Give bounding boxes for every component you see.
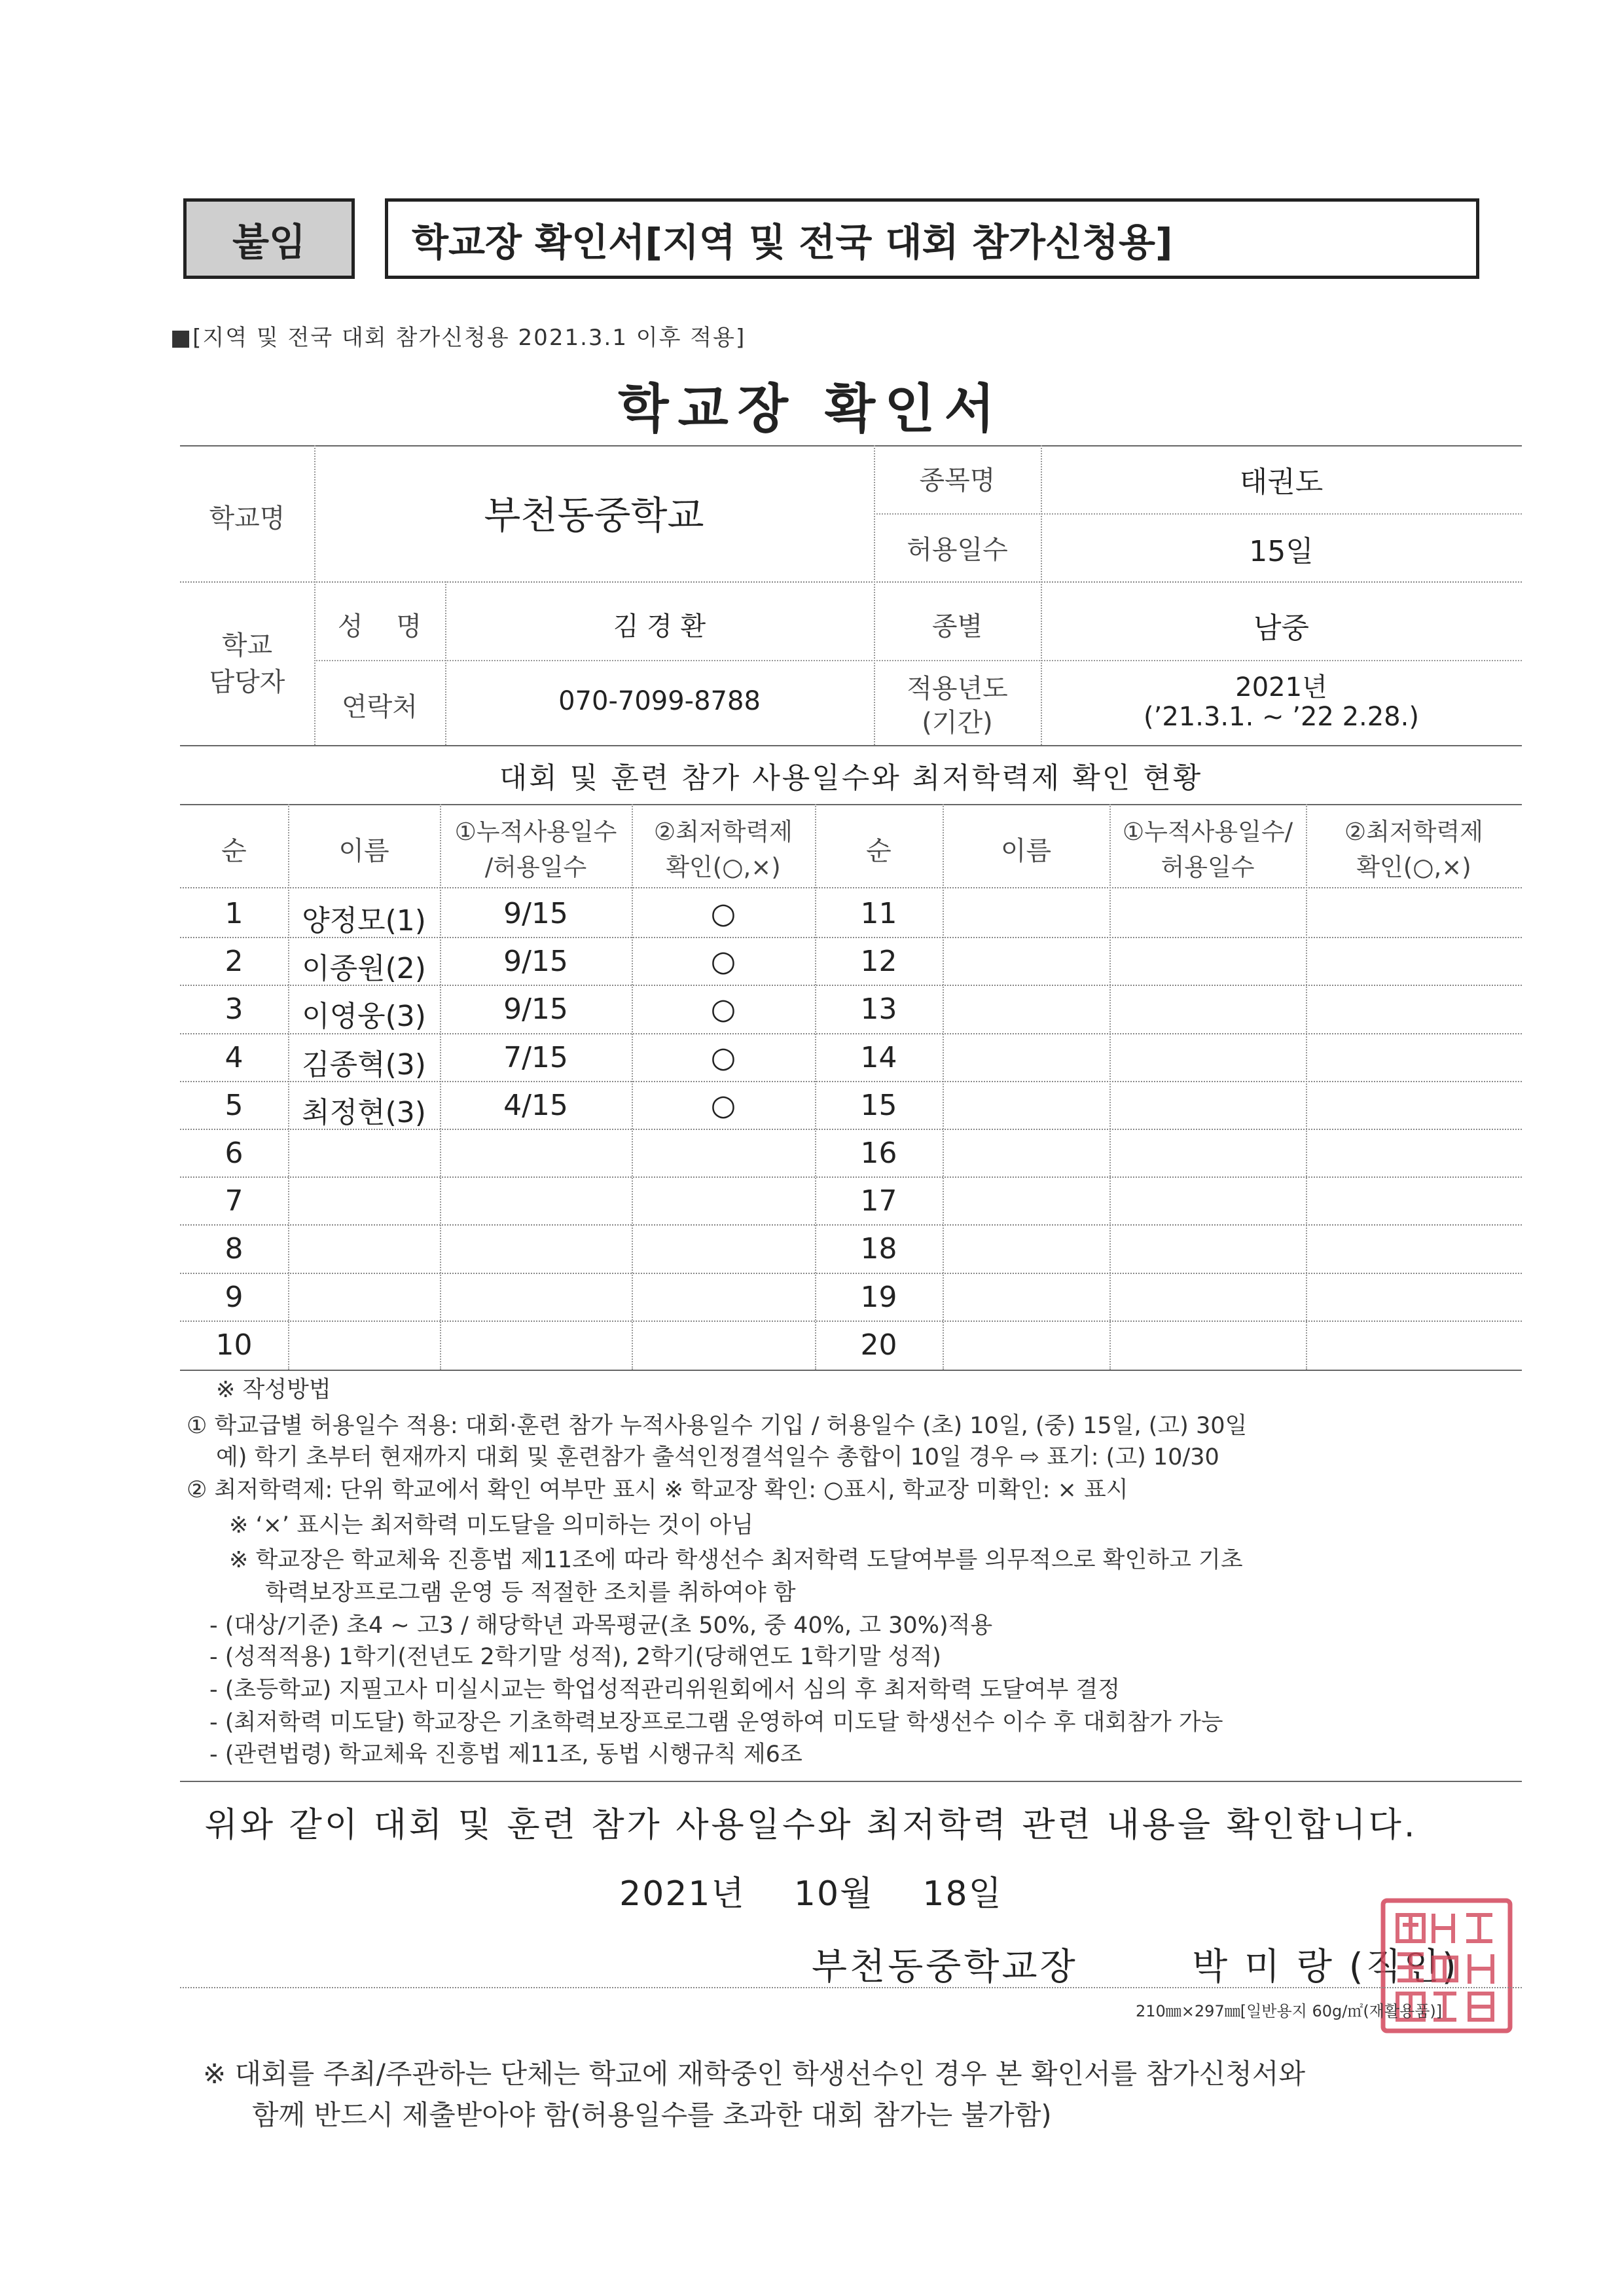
instruction-line: ② 최저학력제: 단위 학교에서 확인 여부만 표시 ※ 학교장 확인: ○표시, 학교장 미확인: × 표시 [187, 1477, 1128, 1503]
row-divider [180, 1224, 1522, 1226]
date-day: 18일 [922, 1874, 1003, 1914]
instruction-line: - (대상/기준) 초4 ~ 고3 / 해당학년 과목평균(초 50%, 중 40%, 고 30%)적용 [209, 1613, 993, 1639]
row-no-right: 12 [860, 945, 897, 978]
signature-school: 부천동중학교장 [812, 1946, 1078, 1988]
year-value: 2021년 [1235, 672, 1327, 702]
event-label: 종목명 [919, 465, 996, 496]
paper-size-note: 210㎜×297㎜[일반용지 60g/㎡(재활용품)] [1136, 2002, 1443, 2020]
col-line-3 [632, 804, 633, 1370]
period-value: (’21.3.1. ~ ’22 2.28.) [1144, 702, 1419, 732]
row-days: 9/15 [503, 993, 568, 1026]
row-no-right: 14 [860, 1041, 897, 1074]
row-no-right: 13 [860, 993, 897, 1026]
col-header-days-1: ①누적사용일수 [454, 818, 617, 846]
instruction-line: ※ 학교장은 학교체육 진흥법 제11조에 따라 학생선수 최저학력 도달여부를 의무적으로 확인하고 기초 [229, 1547, 1243, 1573]
col-line-5 [943, 804, 944, 1370]
row-name: 이영웅(3) [302, 1000, 426, 1033]
row-check-mark: ○ [710, 993, 736, 1026]
allowed-days-value: 15일 [1249, 535, 1314, 568]
row-no: 7 [225, 1184, 243, 1218]
instruction-line: - (최저학력 미도달) 학교장은 기초학력보장프로그램 운영하여 미도달 학생선수 이수 후 대회참가 가능 [209, 1709, 1223, 1736]
row-no: 10 [215, 1328, 253, 1362]
row-divider [180, 1321, 1522, 1322]
row-no-right: 16 [860, 1137, 897, 1170]
instruction-line: ※ 작성방법 [216, 1377, 331, 1403]
col-header-days-right-2: 허용일수 [1161, 853, 1255, 881]
row-no-right: 19 [860, 1281, 897, 1314]
year-label: 적용년도 [907, 674, 1008, 704]
row-no: 3 [225, 993, 243, 1026]
info-mid-line [180, 581, 1522, 583]
confirmation-statement: 위와 같이 대회 및 훈련 참가 사용일수와 최저학력 관련 내용을 확인합니다. [204, 1806, 1418, 1845]
period-label: (기간) [922, 708, 993, 738]
row-check-mark: ○ [710, 945, 736, 978]
status-table-title: 대회 및 훈련 참가 사용일수와 최저학력제 확인 현황 [499, 761, 1203, 795]
attachment-label: 붙임 [232, 219, 306, 264]
footer-note-line-2: 함께 반드시 제출받아야 함(허용일수를 초과한 대회 참가는 불가함) [252, 2099, 1052, 2131]
row-no-right: 11 [860, 897, 897, 930]
info-divider-right [874, 513, 1522, 515]
col-header-min-right-2: 확인(○,×) [1356, 853, 1471, 881]
instruction-line: ① 학교급별 허용일수 적용: 대회·훈련 참가 누적사용일수 기입 / 허용일수 (초) 10일, (중) 15일, (고) 30일 [187, 1413, 1248, 1439]
contact-label: 연락처 [342, 692, 418, 722]
row-no: 8 [225, 1232, 243, 1266]
applicability-note: ■[지역 및 전국 대회 참가신청용 2021.3.1 이후 적용] [170, 325, 746, 351]
header-title: 학교장 확인서[지역 및 전국 대회 참가신청용] [412, 219, 1173, 264]
row-name: 김종혁(3) [302, 1048, 426, 1082]
col-line-2 [440, 804, 441, 1370]
row-no-right: 15 [860, 1089, 897, 1122]
school-name-label: 학교명 [209, 503, 285, 534]
gender-label: 종별 [931, 611, 983, 642]
seal-label: (직인) [1348, 1946, 1459, 1988]
row-check-mark: ○ [710, 897, 736, 930]
date-year: 2021년 [619, 1874, 746, 1914]
status-header-line [180, 887, 1522, 888]
col-line-6 [1109, 804, 1111, 1370]
gender-value: 남중 [1253, 611, 1309, 645]
instruction-line: 학력보장프로그램 운영 등 적절한 조치를 취하여야 함 [265, 1580, 796, 1606]
row-check-mark: ○ [710, 1089, 736, 1122]
col-header-name: 이름 [338, 836, 389, 866]
row-no: 9 [225, 1281, 243, 1314]
col-header-no: 순 [221, 836, 247, 866]
row-divider [180, 985, 1522, 986]
row-no-right: 18 [860, 1232, 897, 1266]
instruction-line: 예) 학기 초부터 현재까지 대회 및 훈련참가 출석인정결석일수 총합이 10일 경우 ⇨ 표기: (고) 10/30 [216, 1444, 1219, 1470]
school-name-value: 부천동중학교 [484, 493, 704, 538]
row-days: 9/15 [503, 945, 568, 978]
info-bottom-line [180, 745, 1522, 746]
col-header-min-2: 확인(○,×) [666, 853, 781, 881]
signature-principal: 박 미 랑 [1192, 1946, 1335, 1988]
row-name: 최정현(3) [302, 1096, 426, 1129]
row-no-right: 20 [860, 1328, 897, 1362]
col-header-min-right-1: ②최저학력제 [1344, 818, 1483, 846]
bottom-dotted-line [180, 1987, 1522, 1988]
row-name: 양정모(1) [302, 904, 426, 938]
col-header-days-right-1: ①누적사용일수/ [1122, 818, 1293, 846]
footer-note-line-1: ※ 대회를 주최/주관하는 단체는 학교에 재학중인 학생선수인 경우 본 확인서를 참가신청서와 [203, 2058, 1306, 2090]
row-no: 6 [225, 1137, 243, 1170]
attachment-badge [183, 198, 355, 279]
signature-line [812, 1938, 1459, 1990]
row-divider [180, 1081, 1522, 1082]
confirm-top-line [180, 1781, 1522, 1782]
instruction-line: - (관련법령) 학교체육 진흥법 제11조, 동법 시행규칙 제6조 [209, 1741, 802, 1768]
info-top-line [180, 445, 1522, 446]
manager-label: 학교 담당자 [209, 630, 285, 697]
row-no: 1 [225, 897, 243, 930]
instruction-line: - (성적적용) 1학기(전년도 2학기말 성적), 2학기(당해연도 1학기말 성적) [209, 1644, 941, 1670]
row-days: 7/15 [503, 1041, 568, 1074]
row-no-right: 17 [860, 1184, 897, 1218]
instruction-line: ※ ‘×’ 표시는 최저학력 미도달을 의미하는 것이 아님 [229, 1512, 754, 1539]
manager-name-value: 김 경 환 [613, 611, 706, 642]
col-line-1 [288, 804, 289, 1370]
row-days: 9/15 [503, 897, 568, 930]
event-value: 태권도 [1239, 465, 1324, 499]
row-check-mark: ○ [710, 1041, 736, 1074]
col-header-days-2: /허용일수 [484, 853, 587, 881]
name-label: 성 명 [337, 611, 422, 642]
col-line-7 [1306, 804, 1307, 1370]
allowed-days-label: 허용일수 [907, 535, 1008, 565]
row-no: 4 [225, 1041, 243, 1074]
row-name: 이종원(2) [302, 952, 426, 985]
col-header-min-1: ②최저학력제 [654, 818, 793, 846]
row-divider [180, 1176, 1522, 1178]
col-header-name-right: 이름 [1000, 836, 1052, 866]
row-days: 4/15 [503, 1089, 568, 1122]
row-divider [180, 1129, 1522, 1130]
document-title: 학교장 확인서 [618, 378, 1004, 439]
info-divider-manager [314, 660, 1522, 661]
row-divider [180, 1273, 1522, 1274]
status-top-line [180, 804, 1522, 805]
date-month: 10월 [793, 1874, 874, 1914]
row-divider [180, 1033, 1522, 1034]
row-divider [180, 937, 1522, 938]
contact-value: 070-7099-8788 [558, 686, 761, 716]
header-title-box [385, 198, 1479, 279]
col-header-no-right: 순 [866, 836, 892, 866]
row-no: 2 [225, 945, 243, 978]
row-no: 5 [225, 1089, 243, 1122]
instruction-line: - (초등학교) 지필고사 미실시교는 학업성적관리위원회에서 심의 후 최저학력 도달여부 결정 [209, 1677, 1121, 1703]
status-bottom-line [180, 1370, 1522, 1371]
